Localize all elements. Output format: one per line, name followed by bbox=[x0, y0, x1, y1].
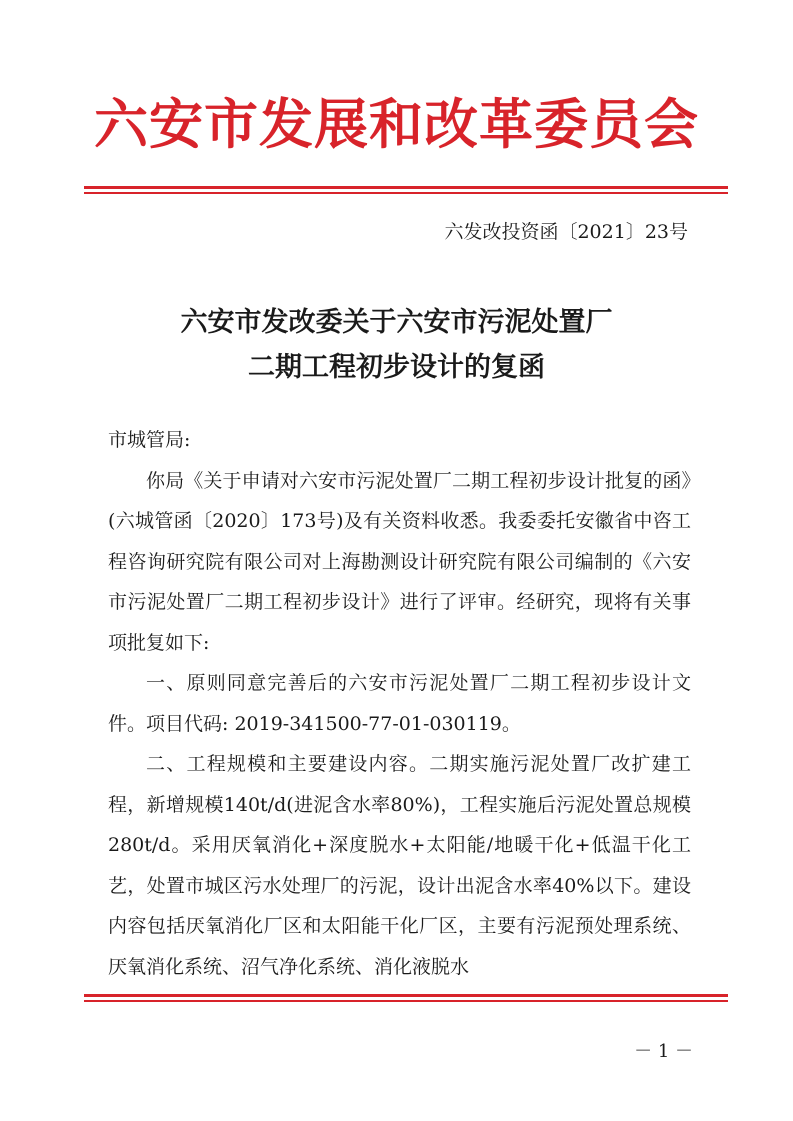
page-number: － 1 － bbox=[634, 1041, 693, 1062]
letterhead-org-name: 六安市发展和改革委员会 bbox=[94, 92, 699, 156]
document-body bbox=[108, 420, 691, 987]
footer-divider bbox=[84, 994, 728, 1002]
letterhead-divider bbox=[84, 186, 728, 194]
body-paragraph-3: 二、工程规模和主要建设内容。二期实施污泥处置厂改扩建工程，新增规模140t/d(进泥含水率80%)，工程实施后污泥处置总规模280t/d。采用厌氧消化+深度脱水+太阳能/地暖干化+低温干化工艺，处置市城区污水处理厂的污泥，设计出泥含水率40%以下。建设内容包括厌氧消化厂区和太阳能干化厂区，主要有污泥预处理系统、厌氧消化系统、沼气净化系统、消化液脱水 bbox=[108, 753, 691, 978]
document-number: 六发改投资函〔2021〕23号 bbox=[444, 221, 688, 243]
document-title-line-1: 六安市发改委关于六安市污泥处置厂 bbox=[180, 307, 613, 338]
body-paragraph-1: 你局《关于申请对六安市污泥处置厂二期工程初步设计批复的函》(六城管函〔2020〕173号)及有关资料收悉。我委委托安徽省中咨工程咨询研究院有限公司对上海勘测设计研究院有限公司编制的《六安市污泥处置厂二期工程初步设计》进行了评审。经研究，现将有关事项批复如下: bbox=[108, 469, 691, 654]
body-paragraph-2: 一、原则同意完善后的六安市污泥处置厂二期工程初步设计文件。项目代码: 2019-341500-77-01-030119。 bbox=[108, 672, 691, 735]
salutation: 市城管局: bbox=[108, 429, 191, 451]
document-title-line-2: 二期工程初步设计的复函 bbox=[248, 352, 545, 383]
document-title bbox=[0, 300, 793, 390]
